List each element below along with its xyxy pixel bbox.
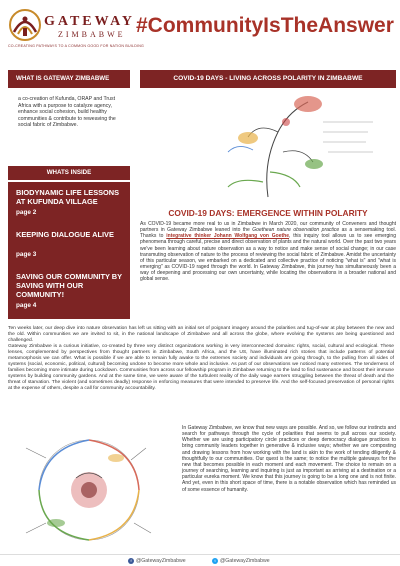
facebook-link[interactable] — [128, 558, 186, 564]
twitter-link[interactable] — [212, 558, 270, 564]
toc-item-dialogue[interactable] — [16, 230, 122, 258]
plant-sketch-illustration — [208, 92, 384, 202]
article-intro — [140, 221, 396, 283]
table-of-contents — [8, 182, 130, 319]
toc-item-title: SAVING OUR COMMUNITY BY SAVING WITH OUR COMMUNITY! — [16, 272, 122, 299]
toc-item-title: BIODYNAMIC LIFE LESSONS AT KUFUNDA VILLAGE — [16, 188, 120, 206]
facebook-handle: @GatewayZimbabwe — [136, 558, 186, 564]
cycle-sketch-illustration — [6, 428, 172, 552]
intro-text: a co-creation of Kufunda, ORAP and Trust Africa with a purpose to catalyze agency, enhance social cohesion, build healthy communities & contribute to reweaving the social fabric of Zimbabwe. — [18, 96, 116, 129]
twitter-handle: @GatewayZimbabwe — [220, 558, 270, 564]
facebook-icon: f — [128, 558, 134, 564]
article-italic: Goethean nature observation practice — [252, 227, 340, 234]
gateway-logo-icon — [8, 8, 42, 42]
page-title: #CommunityIsTheAnswer — [136, 14, 394, 37]
article-paragraph: Ten weeks later, our deep dive into nature observation has left us sitting with an initial set of poignant imagery around the polarities and tug-of-war at play between the new and the old. Within communities we are invited to sit, in the national landscape of Zimbabwe and all across the globe, where evolving the systems are being questioned and challenged. — [8, 326, 394, 344]
logo-subtitle: ZIMBABWE — [58, 30, 126, 39]
logo-name: GATEWAY — [44, 14, 136, 29]
logo-tagline: CO-CREATING PATHWAYS TO A COMMON GOOD FOR NATION BUILDING — [8, 44, 144, 48]
toc-item-biodynamic[interactable] — [16, 188, 122, 216]
article-closing: In Gateway Zimbabwe, we know that new ways are possible. And so, we follow our instincts and search for pathways through the cycle of polarities that seems to pull across our society. Whether we are using participatory circle practices or deep democracy dialogue practices to bring community leaders together in generative & inclusive ways; whether we are composting and drawing lessons from how working with the land is akin to the work of tending diligently & thoughtfully to our communities. Our quest is the same; to notice the multiple gateways for the new that becomes possible in each moment and each movement. The choice to remain on a journey of searching, learning and inquiring is just as important as arriving at a destination or a particular eureka moment. We know that this journey is going to be a long one and is not finite. And yet, even in this short space of time, there is a notable observation which has reminded us of some essence of humanity. — [182, 425, 396, 493]
article-text: , this inquiry tool allows us to see emerging phenomena through careful, precise and direct observation of plants and the natural world. Over the past two years we've been learning about nature observation as a way to notice and make sense of social change; in our case transmuting observation of nature to the process of reviewing the social fabric of Zimbabwe. Amidst the uncertainty of this particular season, we embarked on a dedicated and collective practice of noticing "what is" and "what is emerging" as COVID-19 raged through the world. In Gateway Zimbabwe, this journey has simultaneously been a way of deepening and processing our own uncertainty, while locating the observations in a broader national and global sense. — [140, 233, 396, 283]
what-is-heading: WHAT IS GATEWAY ZIMBABWE — [8, 70, 130, 88]
goethe-link[interactable]: integrative thinker Johann Wolfgang von Goethe — [166, 233, 290, 240]
toc-item-page: page 2 — [16, 209, 37, 216]
article-paragraph: Gateway Zimbabwe is a curious initiative, co-created by three very distinct organizations working in very interconnected domains: rights, social, cultural and ecological. These lenses, complemented by perspectives from thought partners in Zimbabwe, South Africa, and the US, have illuminated rich stories that include patterns of potential metamorphosis we can offer. What is possible if we are able to remain fully awake to the extremes society and individuals are going through, to the pulling from all sides of systems (social, economic, political, cultural) becoming undone to become more whole and inclusive. As part of our observations we noticed many extremes. The tenderness of families becoming more intimate during Lockdown. Communities from across our fellowship program in Zimbabwe returning to the land to find sustenance and boost their immune systems by building community gardens. And at the same time, we were aware of the turbulent reality of the daily wage earners struggling between the threat of death and the threat of starvation. The violent (and sometimes deadly) response in enforcing measures that were intended to preserve life. And the self-focused preservation of personal rights at the expense of others, despite a call for community accountability. — [8, 344, 394, 392]
article-text: As COVID-19 became more real to us in Zimbabwe in March 2020, our community of Conveners and thought partners in Gateway Zimbabwe leaned into the — [140, 221, 396, 234]
page-header — [0, 0, 400, 68]
toc-item-page: page 4 — [16, 302, 37, 309]
whats-inside-heading: WHATS INSIDE — [8, 166, 130, 180]
sidebar — [8, 70, 130, 319]
page-footer — [0, 554, 400, 566]
twitter-icon: t — [212, 558, 218, 564]
article-heading: COVID-19 DAYS: EMERGENCE WITHIN POLARITY — [168, 208, 368, 218]
toc-item-saving[interactable] — [16, 272, 122, 309]
section-banner: COVID-19 DAYS - LIVING ACROSS POLARITY IN ZIMBABWE — [140, 70, 396, 88]
toc-item-page: page 3 — [16, 251, 37, 258]
article-body — [8, 326, 394, 393]
toc-item-title: KEEPING DIALOGUE ALIVE — [16, 230, 114, 239]
article-text: as a sensemaking tool. Thanks to — [140, 227, 397, 240]
